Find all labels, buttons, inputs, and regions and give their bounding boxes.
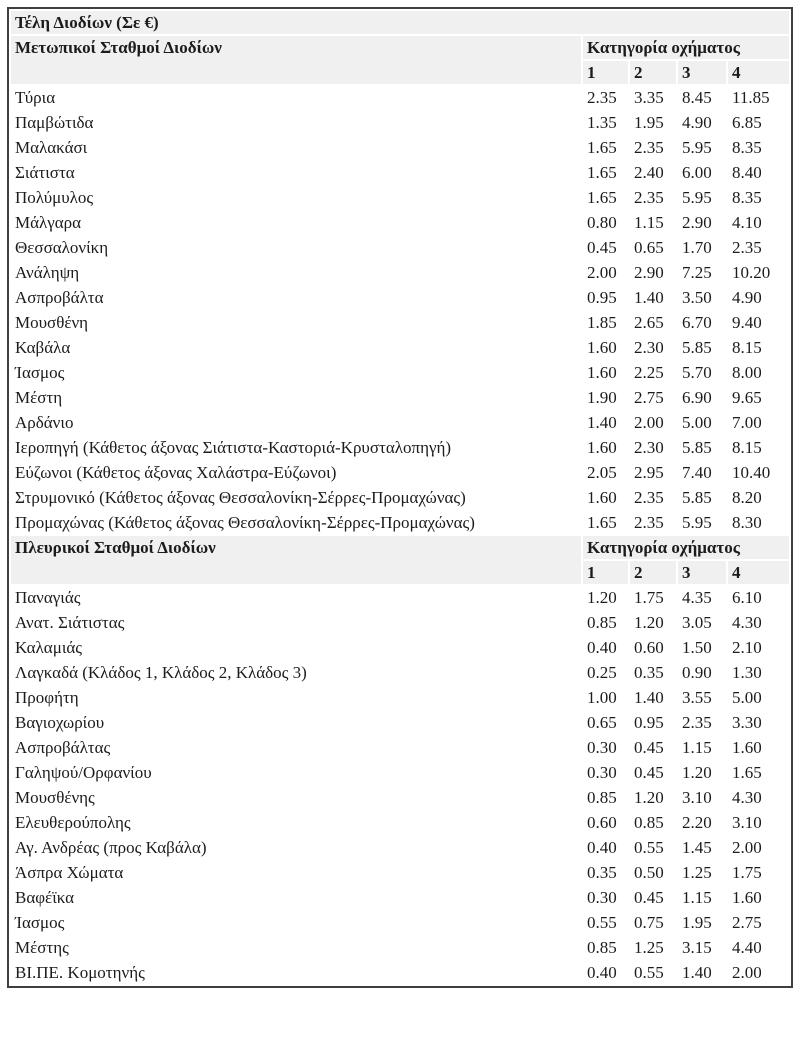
title-row [11,11,789,34]
toll-value-cat2: 0.45 [630,761,676,784]
station-name-cell: Μέστης [11,936,581,959]
toll-value-cat4: 2.75 [728,911,789,934]
station-name-cell: Προμαχώνας (Κάθετος άξονας Θεσσαλονίκη-Σέρρες-Προμαχώνας) [11,511,581,534]
station-name-cell: Ίασμος [11,361,581,384]
toll-value-cat2: 1.15 [630,211,676,234]
toll-value-cat2: 0.35 [630,661,676,684]
toll-value-cat2: 3.35 [630,86,676,109]
toll-value-cat2: 0.55 [630,836,676,859]
toll-value-cat2: 0.50 [630,861,676,884]
toll-value-cat4: 3.30 [728,711,789,734]
table-title: Τέλη Διοδίων (Σε €) [11,11,789,34]
toll-value-cat3: 3.50 [678,286,726,309]
toll-value-cat3: 1.15 [678,736,726,759]
toll-value-cat2: 1.95 [630,111,676,134]
toll-value-cat4: 9.40 [728,311,789,334]
toll-value-cat3: 3.15 [678,936,726,959]
toll-value-cat3: 2.90 [678,211,726,234]
table-row [11,386,789,409]
table-row [11,711,789,734]
station-name-cell: Ανάληψη [11,261,581,284]
station-name-cell: Βαφέϊκα [11,886,581,909]
table-row [11,661,789,684]
toll-value-cat2: 2.35 [630,136,676,159]
category-column-header-3: 3 [678,561,726,584]
toll-value-cat3: 4.90 [678,111,726,134]
toll-value-cat4: 5.00 [728,686,789,709]
table-row [11,761,789,784]
toll-value-cat3: 5.95 [678,186,726,209]
toll-value-cat4: 6.10 [728,586,789,609]
station-name-cell: Θεσσαλονίκη [11,236,581,259]
section-header-row [11,536,789,559]
toll-value-cat4: 8.30 [728,511,789,534]
category-column-header-1: 1 [583,561,628,584]
toll-value-cat4: 8.15 [728,436,789,459]
toll-value-cat2: 0.45 [630,886,676,909]
toll-value-cat3: 5.95 [678,136,726,159]
table-row [11,936,789,959]
station-name-cell: Παναγιάς [11,586,581,609]
toll-value-cat2: 0.60 [630,636,676,659]
toll-value-cat3: 1.95 [678,911,726,934]
station-name-cell: Μάλγαρα [11,211,581,234]
toll-value-cat4: 1.65 [728,761,789,784]
table-row [11,611,789,634]
toll-value-cat1: 1.60 [583,336,628,359]
toll-value-cat3: 5.70 [678,361,726,384]
toll-value-cat1: 1.60 [583,436,628,459]
toll-value-cat1: 0.45 [583,236,628,259]
toll-value-cat1: 1.40 [583,411,628,434]
toll-value-cat4: 4.10 [728,211,789,234]
station-name-cell: Μουσθένης [11,786,581,809]
toll-value-cat1: 1.60 [583,361,628,384]
lateral-stations-rows [11,586,789,984]
station-name-cell: Σιάτιστα [11,161,581,184]
toll-value-cat3: 5.85 [678,486,726,509]
table-row [11,686,789,709]
toll-value-cat4: 2.00 [728,961,789,984]
station-name-cell: Άσπρα Χώματα [11,861,581,884]
frontal-stations-header [11,36,789,84]
toll-value-cat3: 3.05 [678,611,726,634]
station-name-cell: Προφήτη [11,686,581,709]
station-name-cell: Ανατ. Σιάτιστας [11,611,581,634]
station-name-cell: Παμβώτιδα [11,111,581,134]
toll-value-cat1: 0.85 [583,936,628,959]
toll-value-cat2: 0.85 [630,811,676,834]
toll-value-cat3: 7.40 [678,461,726,484]
toll-value-cat4: 8.00 [728,361,789,384]
table-row [11,736,789,759]
toll-value-cat2: 2.75 [630,386,676,409]
category-column-header-4: 4 [728,561,789,584]
toll-value-cat2: 2.40 [630,161,676,184]
toll-value-cat2: 1.20 [630,786,676,809]
toll-value-cat3: 3.55 [678,686,726,709]
toll-value-cat1: 0.80 [583,211,628,234]
toll-value-cat3: 0.90 [678,661,726,684]
table-row [11,811,789,834]
table-row [11,361,789,384]
table-row [11,136,789,159]
toll-value-cat1: 1.65 [583,136,628,159]
toll-value-cat3: 1.50 [678,636,726,659]
table-row [11,86,789,109]
table-row [11,211,789,234]
toll-value-cat2: 2.30 [630,436,676,459]
toll-value-cat4: 4.30 [728,786,789,809]
station-name-cell: Εύζωνοι (Κάθετος άξονας Χαλάστρα-Εύζωνοι) [11,461,581,484]
table-row [11,186,789,209]
toll-value-cat4: 2.35 [728,236,789,259]
table-row [11,586,789,609]
table-row [11,836,789,859]
toll-value-cat1: 2.05 [583,461,628,484]
toll-value-cat4: 8.35 [728,136,789,159]
station-name-cell: Λαγκαδά (Κλάδος 1, Κλάδος 2, Κλάδος 3) [11,661,581,684]
toll-value-cat2: 0.95 [630,711,676,734]
toll-value-cat1: 0.85 [583,611,628,634]
toll-value-cat2: 1.25 [630,936,676,959]
category-column-header-4: 4 [728,61,789,84]
toll-value-cat1: 0.40 [583,636,628,659]
toll-value-cat1: 1.00 [583,686,628,709]
toll-value-cat1: 0.25 [583,661,628,684]
toll-value-cat1: 2.35 [583,86,628,109]
table-row [11,861,789,884]
category-header: Κατηγορία οχήματος [583,36,789,59]
toll-value-cat4: 2.00 [728,836,789,859]
toll-value-cat3: 7.25 [678,261,726,284]
toll-value-cat1: 1.65 [583,186,628,209]
table-row [11,911,789,934]
station-name-cell: Ασπροβάλτας [11,736,581,759]
category-column-header-2: 2 [630,61,676,84]
station-name-cell: Τύρια [11,86,581,109]
station-name-cell: Καβάλα [11,336,581,359]
toll-value-cat2: 0.45 [630,736,676,759]
table-row [11,336,789,359]
toll-value-cat2: 2.35 [630,511,676,534]
section-header-frontal: Μετωπικοί Σταθμοί Διοδίων [11,36,581,84]
toll-value-cat3: 3.10 [678,786,726,809]
frontal-stations-rows [11,86,789,534]
toll-value-cat1: 0.40 [583,836,628,859]
toll-value-cat2: 2.30 [630,336,676,359]
toll-value-cat2: 0.55 [630,961,676,984]
table-row [11,411,789,434]
table-row [11,786,789,809]
toll-value-cat3: 1.20 [678,761,726,784]
toll-value-cat4: 8.15 [728,336,789,359]
station-name-cell: Ελευθερούπολης [11,811,581,834]
category-column-header-2: 2 [630,561,676,584]
table-row [11,886,789,909]
toll-value-cat1: 0.55 [583,911,628,934]
toll-value-cat1: 0.35 [583,861,628,884]
station-name-cell: Καλαμιάς [11,636,581,659]
table-row [11,261,789,284]
toll-value-cat1: 1.65 [583,511,628,534]
toll-value-cat4: 10.20 [728,261,789,284]
station-name-cell: Στρυμονικό (Κάθετος άξονας Θεσσαλονίκη-Σέρρες-Προμαχώνας) [11,486,581,509]
toll-value-cat2: 1.40 [630,286,676,309]
toll-value-cat4: 11.85 [728,86,789,109]
toll-value-cat1: 0.95 [583,286,628,309]
toll-value-cat3: 2.20 [678,811,726,834]
table-row [11,311,789,334]
toll-value-cat3: 5.85 [678,336,726,359]
toll-value-cat2: 2.65 [630,311,676,334]
toll-value-cat1: 0.30 [583,761,628,784]
toll-value-cat1: 0.85 [583,786,628,809]
toll-value-cat3: 8.45 [678,86,726,109]
toll-value-cat4: 3.10 [728,811,789,834]
table-row [11,286,789,309]
toll-value-cat2: 2.90 [630,261,676,284]
toll-value-cat2: 0.75 [630,911,676,934]
station-name-cell: Μέστη [11,386,581,409]
toll-value-cat1: 0.40 [583,961,628,984]
station-name-cell: Μουσθένη [11,311,581,334]
toll-value-cat1: 1.85 [583,311,628,334]
toll-value-cat3: 2.35 [678,711,726,734]
toll-value-cat4: 1.60 [728,736,789,759]
table-title-section [11,11,789,34]
station-name-cell: Βαγιοχωρίου [11,711,581,734]
section-header-row [11,36,789,59]
toll-value-cat3: 5.85 [678,436,726,459]
lateral-stations-header [11,536,789,584]
table-row [11,486,789,509]
toll-value-cat3: 1.70 [678,236,726,259]
toll-value-cat1: 0.65 [583,711,628,734]
station-name-cell: Πολύμυλος [11,186,581,209]
toll-value-cat4: 4.90 [728,286,789,309]
toll-value-cat1: 2.00 [583,261,628,284]
toll-value-cat1: 0.60 [583,811,628,834]
toll-value-cat3: 4.35 [678,586,726,609]
toll-value-cat2: 1.75 [630,586,676,609]
toll-value-cat4: 9.65 [728,386,789,409]
toll-value-cat2: 1.40 [630,686,676,709]
toll-value-cat3: 1.40 [678,961,726,984]
toll-value-cat3: 5.95 [678,511,726,534]
toll-value-cat2: 2.25 [630,361,676,384]
toll-value-cat4: 8.40 [728,161,789,184]
table-row [11,161,789,184]
toll-value-cat3: 6.70 [678,311,726,334]
toll-value-cat4: 4.40 [728,936,789,959]
station-name-cell: ΒΙ.ΠΕ. Κομοτηνής [11,961,581,984]
toll-value-cat4: 8.35 [728,186,789,209]
toll-value-cat3: 1.15 [678,886,726,909]
station-name-cell: Ασπροβάλτα [11,286,581,309]
toll-value-cat2: 0.65 [630,236,676,259]
toll-value-cat4: 7.00 [728,411,789,434]
toll-value-cat3: 6.00 [678,161,726,184]
toll-fees-table [7,7,793,988]
table-row [11,461,789,484]
toll-value-cat1: 1.65 [583,161,628,184]
toll-value-cat3: 6.90 [678,386,726,409]
toll-value-cat1: 1.90 [583,386,628,409]
toll-value-cat2: 2.95 [630,461,676,484]
toll-value-cat2: 1.20 [630,611,676,634]
toll-value-cat3: 1.25 [678,861,726,884]
toll-value-cat1: 1.60 [583,486,628,509]
toll-value-cat4: 1.75 [728,861,789,884]
table-row [11,511,789,534]
toll-value-cat1: 1.20 [583,586,628,609]
table-row [11,111,789,134]
toll-value-cat1: 0.30 [583,886,628,909]
toll-value-cat4: 2.10 [728,636,789,659]
toll-value-cat4: 1.30 [728,661,789,684]
station-name-cell: Ίασμος [11,911,581,934]
table-row [11,436,789,459]
station-name-cell: Μαλακάσι [11,136,581,159]
toll-value-cat2: 2.35 [630,486,676,509]
toll-value-cat3: 5.00 [678,411,726,434]
category-header: Κατηγορία οχήματος [583,536,789,559]
toll-value-cat4: 6.85 [728,111,789,134]
station-name-cell: Αρδάνιο [11,411,581,434]
table-row [11,636,789,659]
toll-value-cat4: 8.20 [728,486,789,509]
station-name-cell: Αγ. Ανδρέας (προς Καβάλα) [11,836,581,859]
toll-value-cat3: 1.45 [678,836,726,859]
station-name-cell: Γαληψού/Ορφανίου [11,761,581,784]
category-column-header-3: 3 [678,61,726,84]
table-row [11,236,789,259]
toll-value-cat1: 0.30 [583,736,628,759]
toll-value-cat4: 10.40 [728,461,789,484]
toll-value-cat2: 2.35 [630,186,676,209]
station-name-cell: Ιεροπηγή (Κάθετος άξονας Σιάτιστα-Καστοριά-Κρυσταλοπηγή) [11,436,581,459]
toll-value-cat4: 1.60 [728,886,789,909]
category-column-header-1: 1 [583,61,628,84]
toll-value-cat4: 4.30 [728,611,789,634]
table-row [11,961,789,984]
toll-value-cat1: 1.35 [583,111,628,134]
section-header-lateral: Πλευρικοί Σταθμοί Διοδίων [11,536,581,584]
toll-value-cat2: 2.00 [630,411,676,434]
